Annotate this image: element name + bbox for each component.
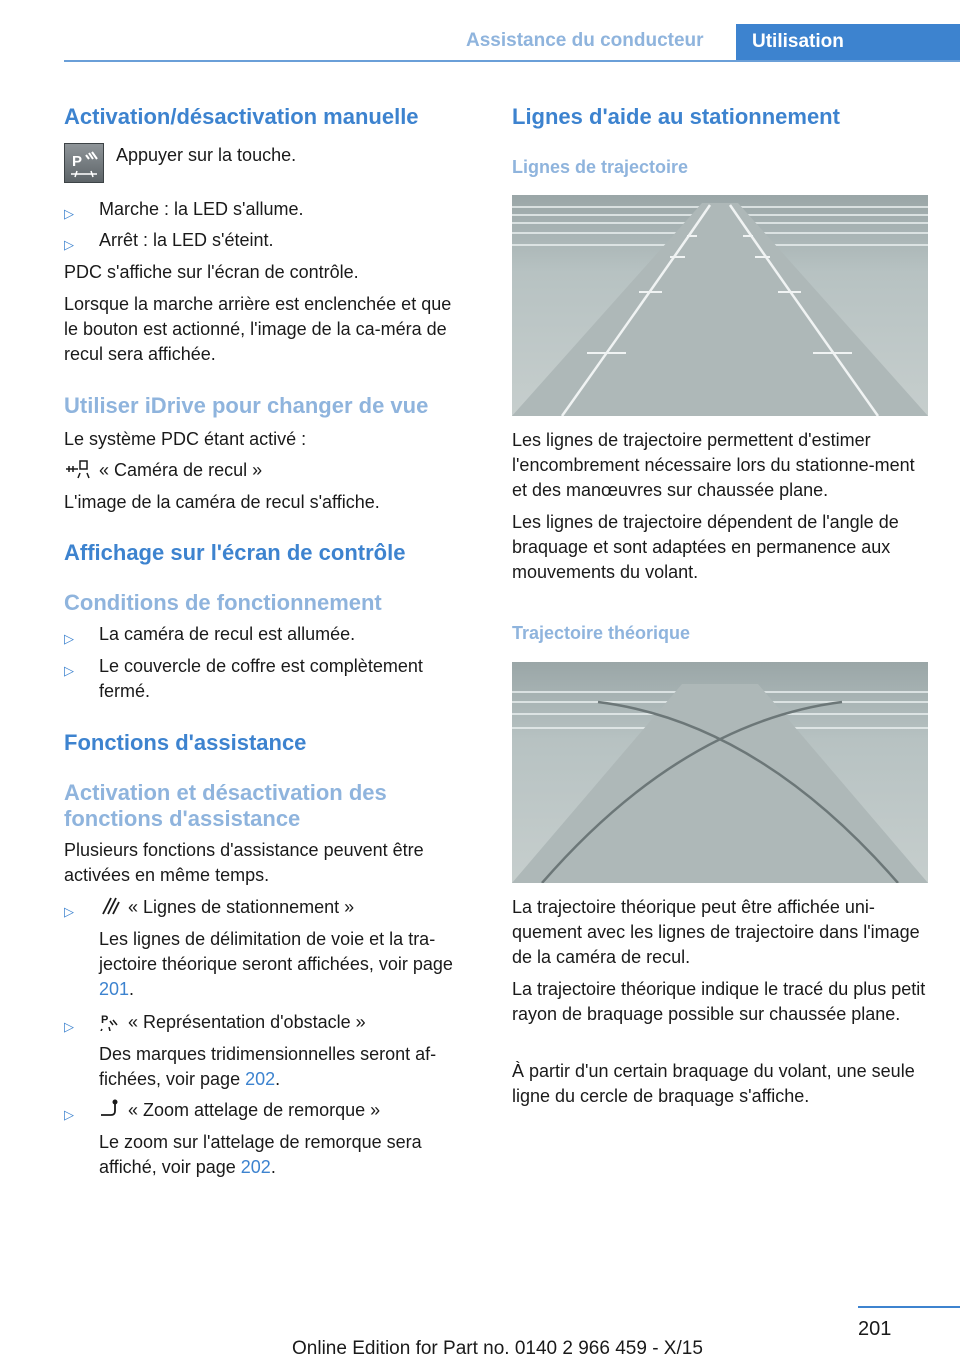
press-key-text: Appuyer sur la touche. [116, 145, 297, 165]
heading-theoretical-trajectory: Trajectoire théorique [512, 623, 691, 643]
footer-edition: Online Edition for Part no. 0140 2 966 459 - X/15 [292, 1338, 703, 1359]
heading-activation-functions: Activation et désactivation des fonctions d'assistance [64, 780, 387, 831]
bullet-triangle-icon: ▷ [64, 237, 74, 252]
paragraph-theoretical-2: La trajectoire théorique indique le tracé du plus petit rayon de braquage possible sur chaussée plane. [512, 979, 926, 1024]
header-tab[interactable]: Utilisation [736, 24, 960, 61]
page-link[interactable]: 202 [245, 1069, 276, 1089]
svg-text:P: P [101, 1014, 109, 1026]
function-label: « Zoom attelage de remorque » [128, 1100, 381, 1120]
list-item[interactable] [64, 895, 474, 1003]
trajectory-lines-image [512, 195, 928, 416]
bullet-triangle-icon: ▷ [64, 631, 74, 646]
function-label: « Lignes de stationnement » [128, 897, 355, 917]
bullet-triangle-icon: ▷ [64, 206, 74, 221]
bullet-triangle-icon: ▷ [64, 1019, 74, 1034]
heading-trajectory-lines: Lignes de trajectoire [512, 157, 689, 177]
footer-rule [858, 1306, 960, 1308]
parking-lines-icon [99, 896, 121, 916]
paragraph-image-shown: L'image de la caméra de recul s'affiche. [64, 492, 380, 512]
menu-item-label: « Caméra de recul » [99, 460, 263, 480]
bullet-triangle-icon: ▷ [64, 904, 74, 919]
svg-text:P: P [72, 153, 83, 170]
menu-item-rear-camera[interactable] [64, 458, 474, 483]
function-description: Les lignes de délimitation de voie et la tra-jectoire théorique seront affichées, voir page [99, 929, 453, 974]
function-description: Le zoom sur l'attelage de remorque sera affiché, voir page [99, 1132, 422, 1177]
bullet-triangle-icon: ▷ [64, 663, 74, 678]
list-item-text: Le couvercle de coffre est complètement fermé. [99, 656, 423, 701]
function-description: Des marques tridimensionnelles seront af-fichées, voir page [99, 1044, 437, 1089]
page-link[interactable]: 202 [240, 1157, 271, 1177]
heading-manual-activation: Activation/désactivation manuelle [64, 104, 419, 129]
paragraph-reverse-gear: Lorsque la marche arrière est enclenchée et que le bouton est actionné, l'image de la ca-méra de recul sera affichée. [64, 294, 452, 364]
function-description-end: . [129, 979, 135, 999]
paragraph-pdc-active: Le système PDC étant activé : [64, 429, 307, 449]
paragraph-pdc-display: PDC s'affiche sur l'écran de contrôle. [64, 262, 359, 282]
heading-assist-functions: Fonctions d'assistance [64, 730, 307, 755]
function-description-end: . [275, 1069, 281, 1089]
heading-parking-lines: Lignes d'aide au stationnement [512, 104, 840, 129]
page-number: 201 [858, 1318, 892, 1340]
list-item-text: Arrêt : la LED s'éteint. [99, 230, 274, 250]
paragraph-several-functions: Plusieurs fonctions d'assistance peuvent être activées en même temps. [64, 840, 424, 885]
trailer-hitch-icon [99, 1099, 121, 1119]
paragraph-theoretical-3: À partir d'un certain braquage du volant, une seule ligne du cercle de braquage s'affiche. [512, 1061, 915, 1106]
function-label: « Représentation d'obstacle » [128, 1012, 366, 1032]
header-rule [64, 60, 960, 62]
paragraph-trajectory-1: Les lignes de trajectoire permettent d'estimer l'encombrement nécessaire lors du stationne-ment et des manœuvres sur chaussée plane. [512, 430, 915, 500]
list-item-text: Marche : la LED s'allume. [99, 199, 304, 219]
theoretical-trajectory-image [512, 662, 928, 883]
bullet-triangle-icon: ▷ [64, 1107, 74, 1122]
list-item[interactable] [64, 1010, 474, 1090]
obstacle-icon [99, 1011, 121, 1031]
heading-operating-conditions: Conditions de fonctionnement [64, 590, 382, 615]
heading-idrive-view: Utiliser iDrive pour changer de vue [64, 393, 429, 418]
function-description-end: . [270, 1157, 276, 1177]
rear-camera-icon [64, 459, 92, 479]
pdc-button-icon [64, 143, 104, 183]
paragraph-theoretical-1: La trajectoire théorique peut être affichée uni-quement avec les lignes de trajectoire dans l'image de la caméra de recul. [512, 897, 920, 967]
list-item[interactable] [64, 1098, 474, 1178]
list-item [64, 654, 474, 706]
page-link[interactable]: 201 [99, 979, 130, 999]
header-section-title: Assistance du conducteur [466, 30, 704, 51]
paragraph-trajectory-2: Les lignes de trajectoire dépendent de l'angle de braquage et sont adaptées en permanence aux mouvements du volant. [512, 512, 899, 582]
heading-display-control-screen: Affichage sur l'écran de contrôle [64, 540, 406, 565]
list-item-text: La caméra de recul est allumée. [99, 624, 356, 644]
